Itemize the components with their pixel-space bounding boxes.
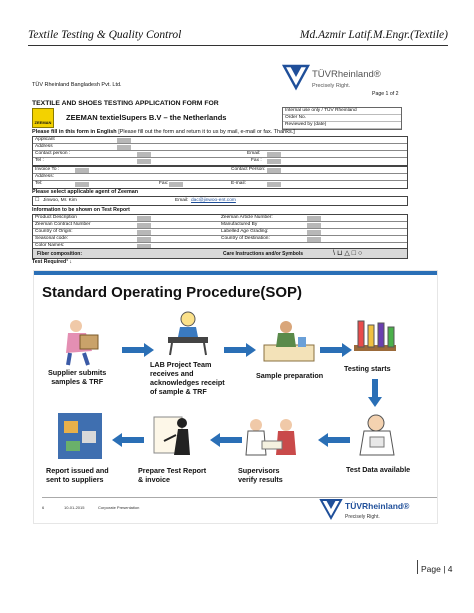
info-table: [32, 214, 408, 251]
page-of-label: Page 1 of 2: [372, 91, 399, 97]
tel-label: Tel :: [35, 158, 44, 163]
info-right-cell: Country of Destination:: [221, 236, 270, 241]
test-tubes-icon: [350, 315, 400, 361]
invoice-address-label: Address:: [35, 174, 54, 179]
invoice-email-label: E-mail:: [231, 181, 246, 186]
input-shade: [307, 223, 321, 228]
table-row: [33, 181, 407, 188]
contact-person-label: Contact person :: [35, 151, 71, 156]
info-left-cell: Country of Origin:: [35, 229, 73, 234]
care-instructions-label: Care Instructions and/or Symbols: [223, 251, 304, 257]
sop-step-5-label: Test Data available: [346, 465, 411, 474]
agent-table: [32, 196, 408, 206]
fill-instruction: [32, 129, 295, 135]
header-left-title: Textile Testing & Quality Control: [28, 29, 182, 41]
sop-step-4: [344, 364, 391, 373]
input-shade: [307, 230, 321, 235]
table-row: [33, 229, 407, 236]
supervisors-icon: [240, 415, 306, 463]
report-issued-icon: [56, 411, 104, 461]
input-shade: [267, 159, 281, 164]
invoice-tel-label: Tel:: [35, 181, 43, 186]
info-right-cell: Manufactured By: [221, 222, 258, 227]
info-right-cell: Labelled Age Grading:: [221, 229, 269, 234]
table-row: [33, 144, 407, 151]
table-row: [33, 151, 407, 158]
lab-team-icon: [164, 309, 212, 357]
sop-step-3-label: Sample preparation: [256, 371, 324, 380]
info-left-cell: Zeeman Contract Number: [35, 222, 91, 227]
fiber-care-bar: [32, 248, 408, 259]
tuv-logo-footer: [317, 497, 427, 523]
sop-step-3: [256, 371, 323, 380]
table-row: [33, 167, 407, 174]
arrow-left-icon: [112, 433, 144, 447]
input-shade: [117, 138, 131, 143]
input-shade: [75, 182, 89, 187]
order-no-label: Order No.: [283, 115, 401, 122]
input-shade: [137, 159, 151, 164]
sop-step-4-label: Testing starts: [344, 364, 391, 373]
sop-step-8-label: Report issued and sent to suppliers: [46, 466, 109, 484]
test-data-icon: [352, 411, 402, 461]
info-right-cell: Zeeman Article Number:: [221, 215, 273, 220]
internal-use-box: [282, 107, 402, 130]
tuv-footer-tagline: Precisely Right.: [345, 514, 380, 520]
fill-instruction-rest: [Please fill out the form and return it to us by mail, e-mail or fax. Thanks.]: [118, 129, 295, 135]
table-row: [33, 158, 407, 165]
slide-footer-page: 6: [42, 505, 45, 510]
sop-step-1-label: Supplier submits samples & TRF: [48, 368, 107, 386]
info-left-cell: Color Names:: [35, 243, 65, 248]
sop-step-6: [238, 466, 283, 484]
invoice-contact-label: Contact Person:: [231, 167, 266, 172]
info-left-cell: Seasonal code:: [35, 236, 69, 241]
sop-step-8: [46, 466, 109, 484]
input-shade: [267, 168, 281, 173]
input-shade: [267, 182, 281, 187]
fiber-composition-label: Fiber composition:: [37, 251, 82, 257]
applicant-table: [32, 136, 408, 166]
zeeman-logo: ZEEMAN: [32, 108, 54, 128]
invoice-table: [32, 166, 408, 189]
care-symbols-icon: \⊔△□○: [333, 250, 365, 257]
arrow-down-icon: [368, 379, 382, 407]
agent-email-label: Email:: [175, 198, 189, 203]
fax-label: Fax :: [251, 158, 262, 163]
input-shade: [117, 145, 131, 150]
sample-preparation-icon: [262, 317, 316, 367]
sop-step-1: [48, 368, 106, 386]
sop-step-6-label: Supervisors verify results: [238, 466, 283, 484]
address-label: Address: [35, 144, 53, 149]
reviewed-by-label: Reviewed by (date): [283, 122, 401, 129]
sop-step-5: [346, 465, 410, 474]
document-header: [28, 28, 448, 46]
sop-title: Standard Operating Procedure(SOP): [42, 284, 303, 301]
report-preparation-icon: [150, 411, 200, 463]
arrow-left-icon: [210, 433, 242, 447]
supplier-figure-icon: [58, 317, 108, 367]
slide-footer-date: 10-01-2015: [64, 505, 85, 510]
arrow-right-icon: [224, 343, 256, 357]
table-row: [33, 137, 407, 144]
table-row: [33, 215, 407, 222]
input-shade: [75, 168, 89, 173]
sop-step-7: [138, 466, 206, 484]
invoice-to-label: Invoice To :: [35, 167, 60, 172]
slide-top-bar: [34, 271, 437, 275]
agent-select-label: Please select applicable agent of Zeeman: [32, 189, 139, 195]
form-title: TEXTILE AND SHOES TESTING APPLICATION FORM FOR: [32, 100, 219, 107]
tuv-logo-brand: TÜVRheinland®: [312, 69, 381, 80]
sop-step-7-label: Prepare Test Report & invoice: [138, 466, 207, 484]
tuv-footer-brand: TÜVRheinland®: [345, 501, 410, 511]
table-row: [33, 197, 407, 205]
input-shade: [307, 216, 321, 221]
input-shade: [267, 152, 281, 157]
info-section-label: Information to be shown on Test Report: [32, 207, 130, 213]
input-shade: [307, 237, 321, 242]
page-number-divider: [417, 560, 418, 574]
header-right-author: Md.Azmir Latif.M.Engr.(Textile): [299, 29, 448, 41]
table-row: [33, 174, 407, 181]
page-number: Page | 4: [421, 564, 453, 574]
company-name: TÜV Rheinland Bangladesh Pvt. Ltd.: [32, 82, 122, 88]
arrow-left-icon: [318, 433, 350, 447]
zeeman-company-text: ZEEMAN textielSupers B.V – the Netherlands: [66, 113, 227, 122]
input-shade: [137, 152, 151, 157]
agent-name: Jinwoo, Mr. Kim: [43, 198, 77, 203]
email-label: Email:: [247, 151, 261, 156]
slide-footer-title: Corporate Presentation: [98, 505, 140, 510]
input-shade: [137, 230, 151, 235]
sop-step-2: [150, 360, 225, 396]
agent-checkbox[interactable]: ☐: [35, 198, 40, 203]
test-required-label: Test Required¹ ↓: [32, 259, 72, 265]
info-left-cell: Product Description: [35, 215, 77, 220]
agent-email-link[interactable]: dac@jinwoo-ent.com: [191, 198, 236, 203]
application-form: [32, 62, 408, 267]
internal-use-label: Internal use only / TÜV Rheinland: [283, 108, 401, 115]
input-shade: [137, 237, 151, 242]
arrow-right-icon: [320, 343, 352, 357]
input-shade: [169, 182, 183, 187]
table-row: [33, 222, 407, 229]
input-shade: [137, 216, 151, 221]
fill-instruction-bold: Please fill in this form in English: [32, 129, 117, 135]
tuv-logo: [278, 62, 388, 92]
arrow-right-icon: [122, 343, 154, 357]
table-row: [33, 236, 407, 243]
tuv-logo-tagline: Precisely Right.: [312, 83, 351, 89]
sop-step-2-label: LAB Project Team receives and acknowledges receipt of sample & TRF: [150, 360, 225, 396]
invoice-fax-label: Fax:: [159, 181, 169, 186]
sop-slide: [33, 270, 438, 524]
applicant-label: Applicant: [35, 137, 55, 142]
input-shade: [137, 223, 151, 228]
